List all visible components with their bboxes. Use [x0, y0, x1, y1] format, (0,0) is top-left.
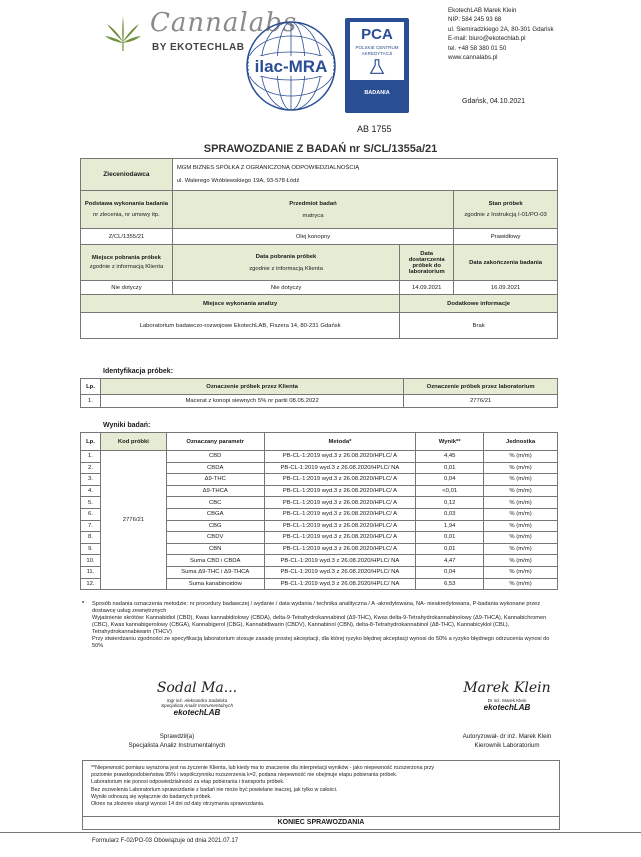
result-lp: 1.	[81, 451, 101, 463]
sampling-place-header	[81, 245, 173, 281]
result-parameter: Δ9-THC	[166, 474, 264, 486]
pca-subtitle: POLSKIE CENTRUM AKREDYTACJI	[355, 45, 399, 56]
id-header-lab: Oznaczenie próbek przez laboratorium	[404, 379, 558, 395]
client-name: MGM BIZNES SPÓŁKA Z OGRANICZONĄ ODPOWIEDZIALNOŚCIĄ	[176, 164, 360, 171]
identification-section-label: Identyfikacja próbek:	[103, 368, 174, 375]
results-table	[80, 432, 558, 590]
result-parameter: CBDV	[166, 532, 264, 544]
result-lp: 4.	[81, 485, 101, 497]
condition-header-sub: zgodnie z Instrukcją I-01/PO-03	[464, 212, 547, 218]
result-parameter: CBD	[166, 451, 264, 463]
left-signature-scrawl: Sodal Ma...	[156, 680, 238, 696]
result-unit: % (m/m)	[484, 497, 558, 509]
company-line: www.cannalabs.pl	[448, 54, 498, 62]
subject-value: Olej konopny	[172, 229, 453, 245]
basis-header-title: Podstawa wykonania badania	[84, 201, 168, 207]
client-address: ul. Walerego Wróblewskiego 19A, 93-578 Łódź	[176, 177, 300, 184]
results-header-method: Metoda*	[264, 433, 416, 451]
result-unit: % (m/m)	[484, 485, 558, 497]
id-lp: 1.	[81, 395, 101, 408]
footer-note-line: Laboratorium nie ponosi odpowiedzialności za etap pobierania i transportu próbek.	[91, 779, 285, 786]
result-unit: % (m/m)	[484, 520, 558, 532]
end-date-header: Data zakończenia badania	[454, 245, 558, 281]
basis-value: Z/CL/1355/21	[81, 229, 173, 245]
result-unit: % (m/m)	[484, 543, 558, 555]
right-signature-name: Dr inż. Marek Klein	[487, 698, 527, 703]
report-date: Gdańsk, 04.10.2021	[462, 98, 526, 105]
client-cell	[172, 159, 557, 191]
subject-header-title: Przedmiot badań	[289, 200, 337, 207]
result-unit: % (m/m)	[484, 474, 558, 486]
result-value: 0,04	[416, 566, 484, 578]
sampling-date-header	[172, 245, 399, 281]
result-lp: 6.	[81, 508, 101, 520]
result-value: 0,01	[416, 532, 484, 544]
result-lp: 8.	[81, 532, 101, 544]
right-signature-scrawl: Marek Klein	[463, 680, 551, 696]
report-title: SPRAWOZDANIE Z BADAŃ nr S/CL/1355a/21	[203, 143, 438, 155]
result-parameter: CBG	[166, 520, 264, 532]
result-lp: 12.	[81, 578, 101, 590]
result-method: PB-CL-1:2019 wyd.3 z 26.08.2020/HPLC/ A	[264, 451, 416, 463]
result-value: 4,45	[416, 451, 484, 463]
condition-value: Prawidłowy	[454, 229, 558, 245]
company-info	[448, 6, 554, 62]
result-lp: 7.	[81, 520, 101, 532]
footer-note-line: Wyniki odnoszą się wyłącznie do badanych próbek.	[91, 793, 212, 800]
right-caption: Autoryzował- dr inż. Marek Klein	[462, 733, 552, 740]
end-date-value: 16.09.2021	[454, 281, 558, 295]
result-method: PB-CL-1:2019 wyd.3 z 26.08.2020/HPLC/ A	[264, 485, 416, 497]
subject-header	[172, 191, 453, 229]
right-stamp-brand: ekotechLAB	[483, 703, 531, 712]
subject-header-sub: matryca	[302, 212, 324, 219]
result-parameter: Δ9-THCA	[166, 485, 264, 497]
note-line: Przy stwierdzaniu zgodności ze specyfikacją laboratorium stosuje zasadę prostej akceptacji, dla której ryzyko błędnej akceptacji wynosi do 50% a ryzyko błędnego odrzucenia wynosi do 50%	[92, 636, 550, 649]
left-title: Specjalista Analiz Instrumentalnych	[128, 742, 226, 749]
right-signature-caption	[432, 732, 582, 750]
delivery-date-value: 14.09.2021	[400, 281, 454, 295]
result-value: 0,01	[416, 543, 484, 555]
id-client: Macerat z konopi siewnych 5% nr partii 08.05.2022	[100, 395, 403, 408]
left-stamp-brand: ekotechLAB	[173, 708, 221, 717]
result-parameter: CBDA	[166, 462, 264, 474]
table-row	[81, 451, 558, 463]
result-lp: 9.	[81, 543, 101, 555]
result-lp: 11.	[81, 566, 101, 578]
delivery-date-header: Data dostarczenia próbek do laboratorium	[400, 245, 454, 281]
result-unit: % (m/m)	[484, 462, 558, 474]
additional-info-value: Brak	[400, 313, 558, 339]
ilac-text: ilac-MRA	[254, 57, 328, 76]
result-value: 6,53	[416, 578, 484, 590]
result-parameter: Suma kanabinoidów	[166, 578, 264, 590]
result-method: PB-CL-1:2019 wyd.3 z 26.08.2020/HPLC/ A	[264, 497, 416, 509]
result-value: <0,01	[416, 485, 484, 497]
results-header-code: Kod próbki	[100, 433, 166, 451]
result-method: PB-CL-1:2019 wyd.3 z 26.08.2020/HPLC/ A	[264, 520, 416, 532]
result-parameter: CBC	[166, 497, 264, 509]
result-parameter: CBGA	[166, 508, 264, 520]
analysis-place-header: Miejsce wykonania analizy	[81, 295, 400, 313]
accreditation-number: AB 1755	[357, 124, 392, 134]
condition-header	[454, 191, 558, 229]
logo-text: Cannalabs	[150, 8, 298, 38]
pca-badania: BADANIA	[364, 90, 390, 96]
footer-notes	[83, 761, 559, 812]
result-value: 1,94	[416, 520, 484, 532]
note-line: Wyjaśnienie skrótów: Kannabidiol (CBD), Kwas kannabidiolowy (CBDA), delta-9-Tetrahydrokannabinol (Δ9-THC), Kwas delta-9-Tetrahydrokannabinolowy (Δ9-THCA), Kannabichromen (CBC), Kwas kannabigerolowy (CBGA), Kannabigerol (CBG), Kannabidiwarin (CBDV), Kannabinol (CBN), delta-8-Tetrahydrokannabinol (Δ8-THC), Kannabicyklol (CBL), Tetrahydrokannabiwarin (THCV)	[92, 615, 547, 635]
result-parameter: Suma Δ9-THC i Δ9-THCA	[166, 566, 264, 578]
result-value: 0,03	[416, 508, 484, 520]
sampling-place-sub: zgodnie z informacją Klienta	[89, 264, 164, 270]
result-lp: 10.	[81, 555, 101, 567]
identification-table	[80, 378, 558, 408]
info-table	[80, 158, 558, 339]
company-line: E-mail: biuro@ekotechlab.pl	[448, 35, 526, 43]
result-lp: 2.	[81, 462, 101, 474]
sampling-place-value: Nie dotyczy	[81, 281, 173, 295]
right-title: Kierownik Laboratorium	[474, 742, 540, 749]
result-lp: 3.	[81, 474, 101, 486]
note-line: Sposób nadania oznaczenia metodzie: nr procedury badawczej / wydanie / data wydania / technika analityczna / A -akredytowana, NA- nieakredytowana, P-badania wykonane przez dostawcę usług zewnętrznych	[92, 601, 541, 614]
additional-info-header: Dodatkowe informacje	[400, 295, 558, 313]
condition-header-title: Stan próbek	[488, 201, 523, 207]
results-header-param: Oznaczany parametr	[166, 433, 264, 451]
result-value: 0,04	[416, 474, 484, 486]
result-method: PB-CL-1:2019 wyd.3 z 26.08.2020/HPLC/ NA	[264, 578, 416, 590]
sampling-date-title: Data pobrania próbek	[255, 253, 317, 260]
form-line: Formularz F-02/PO-03 Obowiązuje od dnia 2021.07.17	[92, 838, 239, 844]
result-method: PB-CL-1:2019 wyd.3 z 26.08.2020/HPLC/ NA	[264, 555, 416, 567]
id-header-client: Oznaczenie próbek przez Klienta	[100, 379, 403, 395]
result-value: 0,01	[416, 462, 484, 474]
result-unit: % (m/m)	[484, 555, 558, 567]
results-header-result: Wynik**	[416, 433, 484, 451]
footer-note-line: **Niepewność pomiaru wyrażona jest na życzenie Klienta, lub kiedy ma to znaczenie dla interpretacji wyników - jako niepewność rozszerzona przy	[91, 765, 434, 771]
result-value: 4,47	[416, 555, 484, 567]
company-line: EkotechLAB Marek Klein	[448, 7, 517, 14]
id-header-lp: Lp.	[81, 379, 101, 395]
result-lp: 5.	[81, 497, 101, 509]
basis-header	[81, 191, 173, 229]
asterisk-mark: *	[82, 601, 85, 607]
footer-note-line: poziomie prawdopodobieństwa 95% i współczynniku rozszerzenia k=2, podana niepewność nie obejmuje etapu pobierania próbek.	[91, 772, 398, 779]
footer-note-line: Okres na złożenie skargi wynosi 14 dni od daty otrzymania sprawozdania.	[91, 801, 265, 808]
id-lab: 2776/21	[404, 395, 558, 408]
sample-code: 2776/21	[100, 451, 166, 590]
company-line: ul. Siemiradzkiego 2A, 80-301 Gdańsk	[448, 25, 554, 33]
results-section-label: Wyniki badań:	[103, 422, 151, 429]
results-header-unit: Jednostka	[484, 433, 558, 451]
company-line: NIP: 584 245 93 68	[448, 16, 502, 24]
left-signature-name: mgr inż. Aleksandra Sadalska	[166, 698, 228, 703]
result-method: PB-CL-1:2019 wyd.3 z 26.08.2020/HPLC/ A	[264, 474, 416, 486]
result-method: PB-CL-1:2019 wyd.3 z 26.08.2020/HPLC/ A	[264, 532, 416, 544]
company-line: tel. +48 58 380 01 50	[448, 44, 507, 52]
basis-header-sub: nr zlecenia, nr umowy itp.	[93, 212, 160, 218]
left-signature-caption	[102, 732, 252, 750]
right-signature	[442, 680, 572, 712]
result-unit: % (m/m)	[484, 578, 558, 590]
sampling-date-value: Nie dotyczy	[172, 281, 399, 295]
end-of-report: KONIEC SPRAWOZDANIA	[82, 816, 560, 829]
notes-block	[82, 601, 562, 650]
result-parameter: Suma CBD i CBDA	[166, 555, 264, 567]
result-unit: % (m/m)	[484, 532, 558, 544]
left-signature	[122, 680, 272, 717]
result-parameter: CBN	[166, 543, 264, 555]
result-method: PB-CL-1:2019 wyd.3 z 26.08.2020/HPLC/ NA	[264, 566, 416, 578]
result-unit: % (m/m)	[484, 508, 558, 520]
left-caption: Sprawdził(a)	[159, 733, 195, 740]
result-method: PB-CL-1:2019 wyd.3 z 26.08.2020/HPLC/ A	[264, 508, 416, 520]
sampling-date-sub: zgodnie z informacją Klienta	[249, 265, 323, 272]
client-label: Zleceniodawca	[81, 159, 173, 191]
left-signature-role: Specjalista Analiz Instrumentalnych	[160, 703, 234, 708]
result-method: PB-CL-1:2019 wyd.3 z 26.08.2020/HPLC/ NA	[264, 462, 416, 474]
pca-title: PCA	[361, 26, 393, 43]
sampling-place-title: Miejsce pobrania próbek	[91, 255, 161, 261]
analysis-place-value: Laboratorium badawczo-rozwojowe EkotechLAB, Fiszera 14, 80-231 Gdańsk	[81, 313, 400, 339]
logo-subtitle: BY EKOTECHLAB	[152, 42, 245, 53]
result-unit: % (m/m)	[484, 566, 558, 578]
cannabis-leaf-icon	[103, 12, 143, 52]
results-header-lp: Lp.	[81, 433, 101, 451]
ilac-mra-logo	[245, 20, 337, 112]
bottom-rule	[0, 832, 641, 833]
flask-icon	[368, 58, 386, 76]
pca-accreditation-badge	[345, 18, 409, 113]
result-value: 0,12	[416, 497, 484, 509]
table-row	[81, 395, 558, 408]
result-method: PB-CL-1:2019 wyd.3 z 26.08.2020/HPLC/ A	[264, 543, 416, 555]
result-unit: % (m/m)	[484, 451, 558, 463]
footer-note-line: Bez zezwolenia Laboratorium sprawozdanie z badań nie może być powielane inaczej, jak tylko w całości.	[91, 786, 338, 793]
